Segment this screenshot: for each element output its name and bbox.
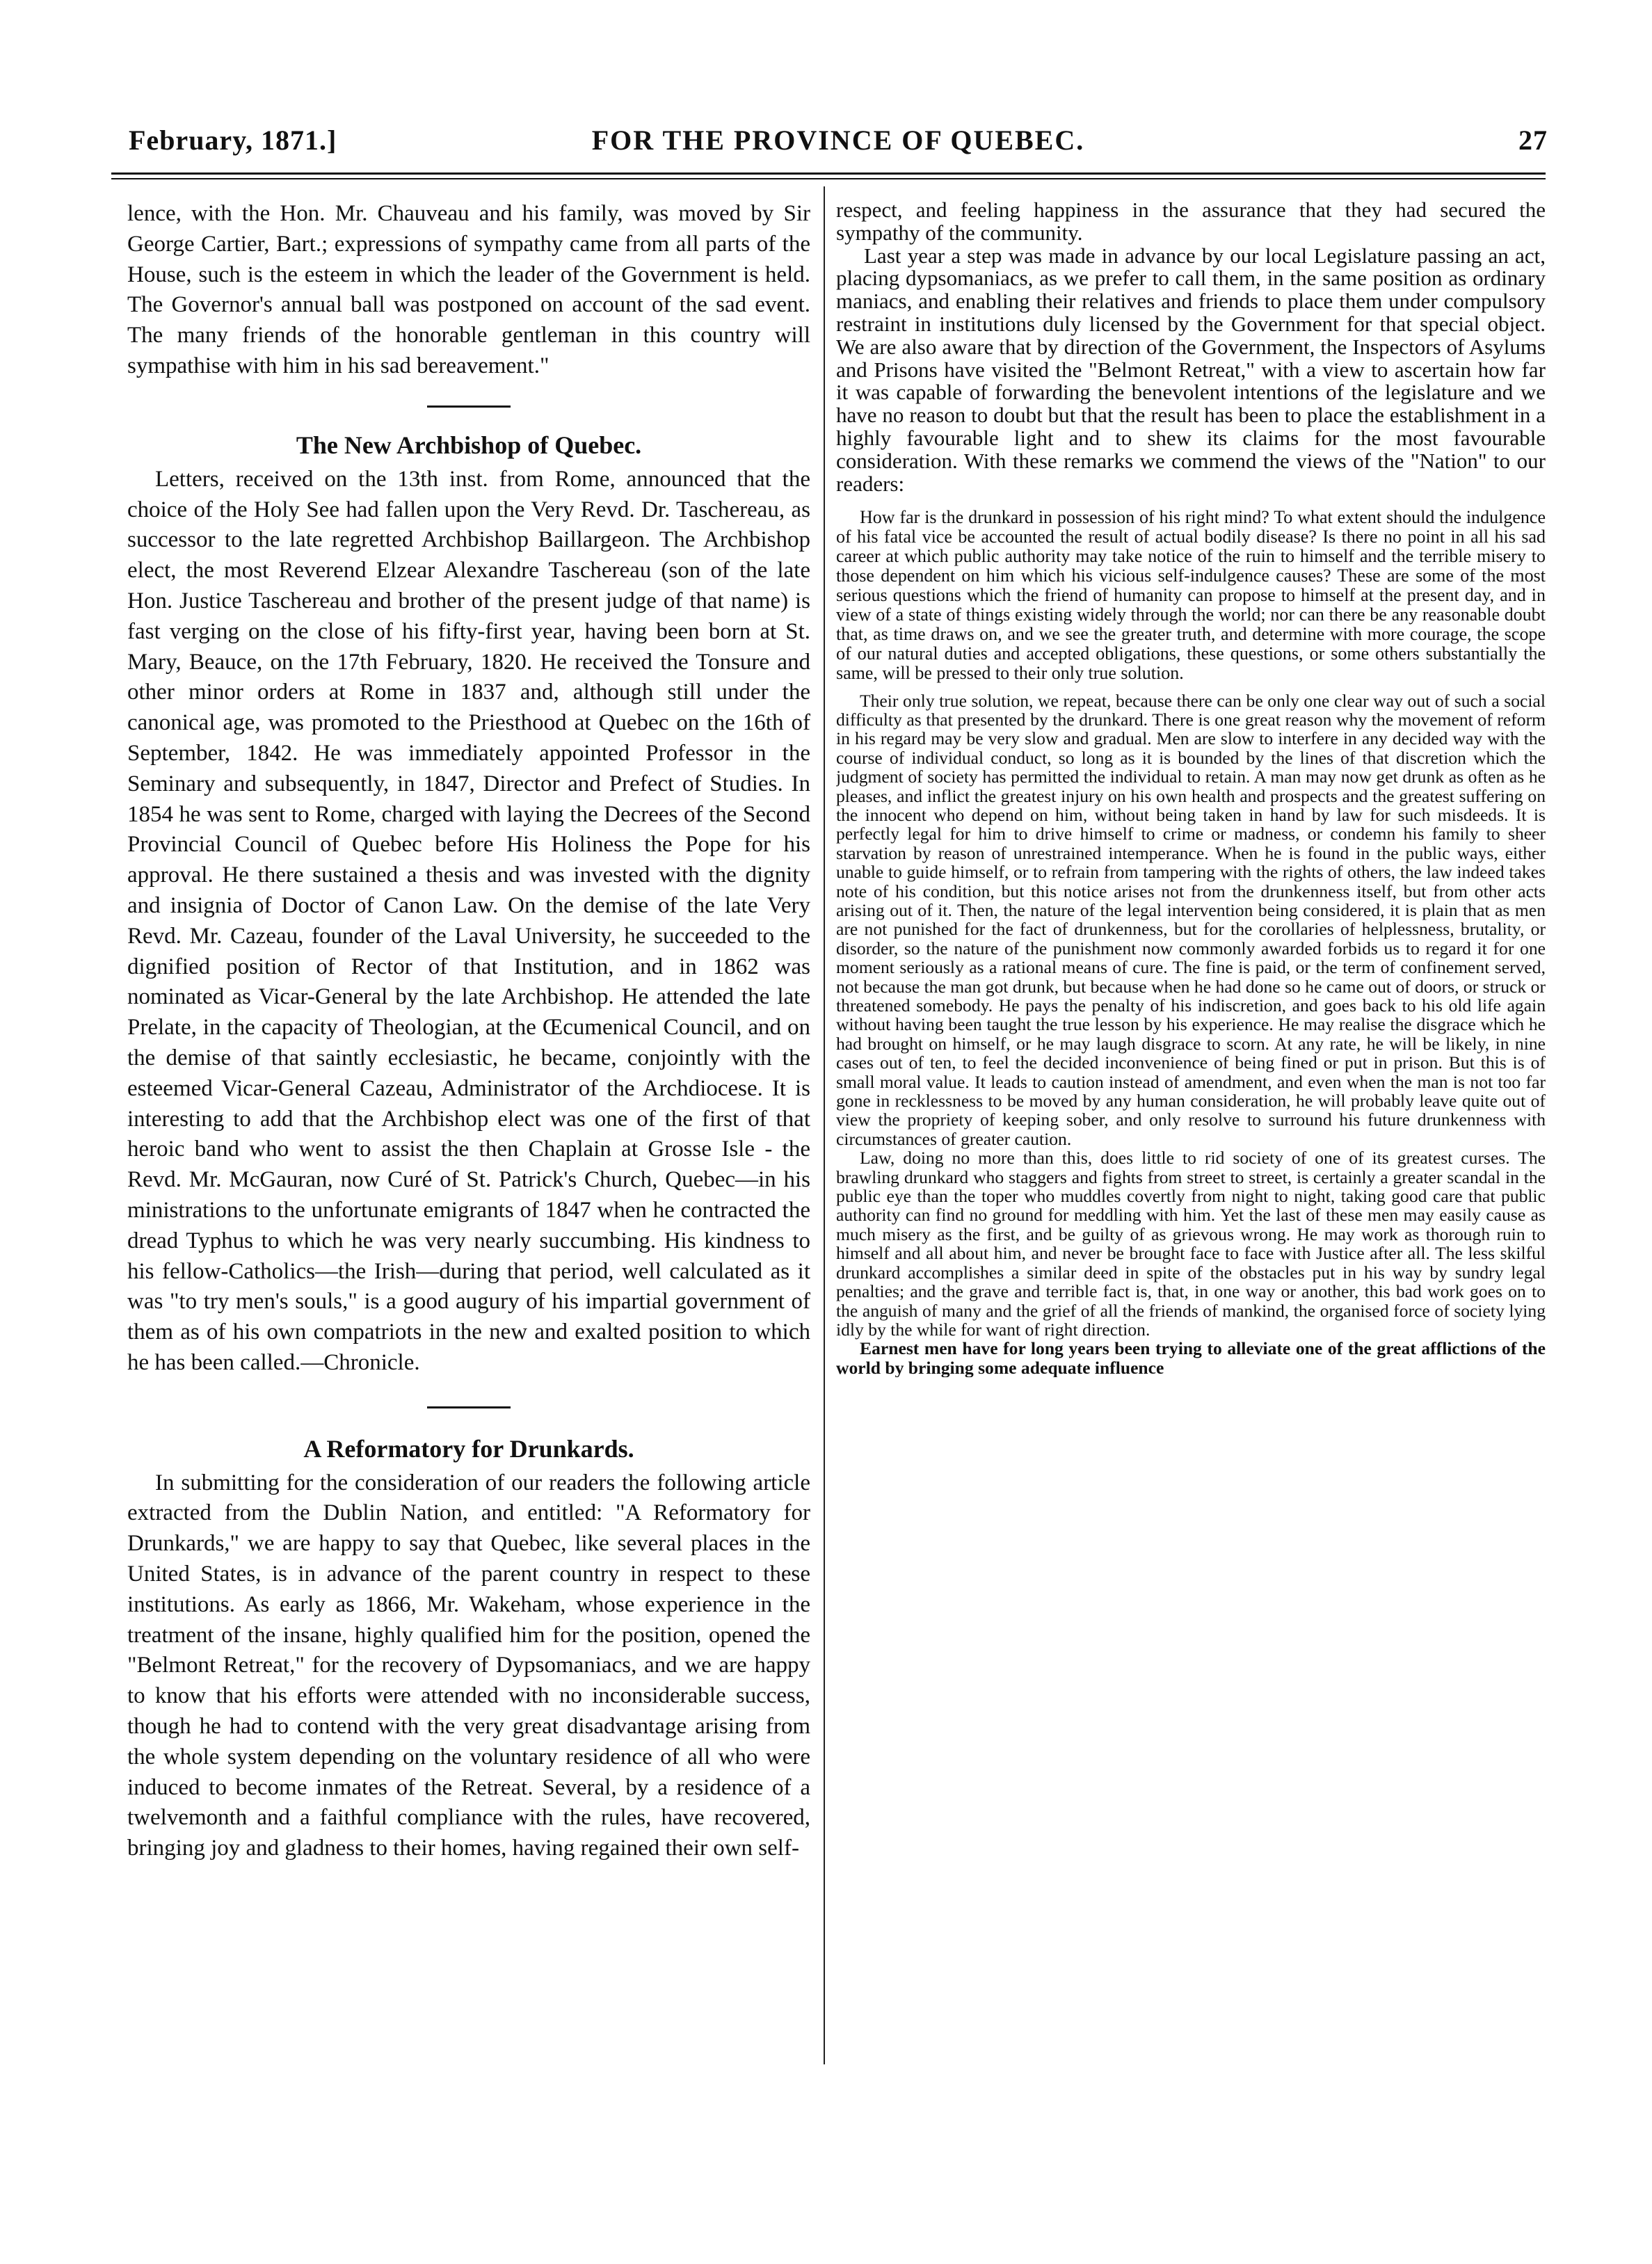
section-rule xyxy=(427,406,511,408)
running-title: FOR THE PROVINCE OF QUEBEC. xyxy=(591,125,1085,156)
header-rule-bottom xyxy=(111,178,1546,179)
page-number: 27 xyxy=(1518,125,1548,156)
article-body-archbishop: Letters, received on the 13th inst. from Rome, announced that the choice of the Holy See had fallen upon the Very Revd. Dr. Taschereau, as successor to the late regretted Archbishop Baillargeon. The Archbishop elect, the most Reverend Elzear Alexandre Taschereau (son of the late Hon. Justice Taschereau and brother of the present judge of that name) is fast verging on the close of his fifty-first year, having been born at St. Mary, Beauce, on the 17th February, 1820. He received the Tonsure and other minor orders at Rome in 1837 and, although still under the canonical age, was promoted to the Priesthood at Quebec on the 16th of September, 1842. He was immediately appointed Professor in the Seminary and subsequently, in 1847, Director and Prefect of Studies. In 1854 he was sent to Rome, charged with laying the Decrees of the Second Provincial Council of Quebec before His Holiness the Pope for his approval. He there sustained a thesis and was invested with the dignity and insignia of Doctor of Canon Law. On the demise of the late Very Revd. Mr. Cazeau, founder of the Laval University, he succeeded to the dignified position of Rector of that Institution, and in 1862 was nominated as Vicar-General by the late Archbishop. He attended the late Prelate, in the capacity of Theologian, at the Œcumenical Council, and on the demise of that saintly ecclesiastic, he became, conjointly with the esteemed Vicar-General Cazeau, Administrator of the Archdiocese. It is interesting to add that the Archbishop elect was one of the first of that heroic band who went to assist the then Chaplain at Grosse Isle - the Revd. Mr. McGauran, now Curé of St. Patrick's Church, Quebec—in his ministrations to the unfortunate emigrants of 1847 when he contracted the dread Typhus to which he was very nearly succumbing. His kindness to his fellow-Catholics—the Irish—during that period, well calculated as it was "to try men's souls," is a good augury of his impartial government of them as of his own compatriots in the new and exalted position to which he has been called.—Chronicle. xyxy=(127,466,810,1375)
right-column xyxy=(836,199,1546,1377)
editorial-paragraph: Last year a step was made in advance by our local Legislature passing an act, placing dypsomaniacs, as we prefer to call them, in the same position as ordinary maniacs, and enabling their relatives and friends to place them under compulsory restraint in institutions duly licensed by the Government for that special object. We are also aware that by direction of the Government, the Inspectors of Asylums and Prisons have visited the "Belmont Retreat," with a view to ascertain how far it was capable of forwarding the benevolent intentions of the legislature and we have no reason to doubt but that the result has been to place the establishment in a highly favourable light and to shew its claims for the most favourable consideration. With these remarks we commend the views of the "Nation" to our readers: xyxy=(836,243,1546,496)
article-heading-archbishop: The New Archbishop of Quebec. xyxy=(296,431,642,459)
section-rule xyxy=(427,1406,511,1408)
quoted-paragraph: How far is the drunkard in possession of his right mind? To what extent should the indulgence of his fatal vice be accounted the result of actual bodily disease? Is there no point in all his sad career at which public authority may take notice of the ruin to himself and the terrible misery to those dependent on him which his vicious self-indulgence causes? These are some of the most serious questions which the friend of humanity can propose to himself at the present day, and in view of a state of things existing widely through the world; nor can there be any reasonable doubt that, as time draws on, and we see the greater truth, and determine with more courage, the scope of our natural duties and accepted obligations, these questions, or some others substantially the same, will be pressed to their only true solution. xyxy=(836,507,1546,683)
issue-date: February, 1871.] xyxy=(129,125,337,156)
left-column xyxy=(127,199,810,1864)
spacer xyxy=(836,683,1546,691)
page-header xyxy=(129,124,1548,166)
article-body-reformatory: In submitting for the consideration of our readers the following article extracted from the Dublin Nation, and entitled: "A Reformatory for Drunkards," we are happy to say that Quebec, like several places in the United States, is in advance of the parent country in respect to these institutions. As early as 1866, Mr. Wakeham, whose experience in the treatment of the insane, highly qualified him for the position, opened the "Belmont Retreat," for the recovery of Dypsomaniacs, and we are happy to know that his efforts were attended with no inconsiderable success, though he had to contend with the very great disadvantage arising from the whole system depending on the voluntary residence of all who were induced to become inmates of the Retreat. Several, by a residence of a twelvemonth and a faithful compliance with the rules, have recovered, bringing joy and gladness to their homes, having regained their own self- xyxy=(127,1470,810,1861)
continued-paragraph: respect, and feeling happiness in the assurance that they had secured the sympathy of the community. xyxy=(836,199,1546,245)
header-rule-top xyxy=(111,172,1546,175)
quoted-paragraph: Law, doing no more than this, does little to rid society of one of its greatest curses. The brawling drunkard who staggers and fights from street to street, is certainly a greater scandal in the public eye than the toper who muddles covertly from night to night, taking good care that public authority can find no ground for meddling with him. Yet the last of these men may easily cause as much misery as the first, and be guilty of as grievous wrong. He may work as thorough ruin to himself and all about him, and never be brought face to face with Justice after all. The less skilful drunkard accomplishes a similar deed in spite of the obstacles put in his way by sundry legal penalties; and the grave and terrible fact is, that, in one way or another, this bad work goes on to the anguish of many and the grief of all the friends of mankind, the organised force of society lying idly by the while for want of right direction. xyxy=(836,1148,1546,1340)
article-heading-reformatory: A Reformatory for Drunkards. xyxy=(303,1434,634,1463)
column-divider xyxy=(824,186,825,2064)
intro-paragraph: lence, with the Hon. Mr. Chauveau and his family, was moved by Sir George Cartier, Bart.; expressions of sympathy came from all parts of the House, such is the esteem in which the leader of the Government is held. The Governor's annual ball was postponed on account of the sad event. The many friends of the honorable gentleman in this country will sympathise with him in his sad bereavement." xyxy=(127,201,810,378)
spacer xyxy=(836,495,1546,508)
quoted-paragraph: Their only true solution, we repeat, because there can be only one clear way out of such a social difficulty as that presented by the drunkard. There is one great reason why the movement of reform in his regard may be very slow and gradual. Men are slow to interfere in any decided way with the course of individual conduct, so long as it is bounded by the lines of that discretion which the judgment of society has permitted the individual to retain. A man may now get drunk as often as he pleases, and inflict the greatest injury on his own health and prospects and the greatest suffering on the innocent who depend on him, without being taken in hand by law for such misdeeds. It is perfectly legal for him to drive himself to crime or madness, or condemn his family to sheer starvation by reason of unrestrained intemperance. When he is found in the public ways, either unable to guide himself, or to refrain from tampering with the rights of others, the law indeed takes note of his condition, but this notice arises not from the drunkenness itself, but from other acts arising out of it. Then, the nature of the legal intervention being considered, it is plain that as men are not punished for the fact of drunkenness, but for the corollaries of helplessness, brutality, or disorder, so the nature of the punishment now commonly awarded forbids us to regard it for one moment seriously as a rational means of cure. The fine is paid, or the term of confinement served, not because the man got drunk, but because when he had done so he came out of doors, or struck or threatened somebody. He pays the penalty of his indiscretion, and goes back to his old life again without having been taught the true lesson by his experience. He may realise the disgrace which he had brought on himself, or he may laugh disgrace to scorn. At any rate, he will be likely, in nine cases out of ten, to feel the decided inconvenience of being fined or put in prison. But this is of small moral value. It leads to caution instead of amendment, and even when the man is not too far gone in recklessness to be moved by any human consideration, he will probably leave quite out of view the propriety of keeping sober, and only resolve to surround his future drunkenness with circumstances of greater caution. xyxy=(836,690,1546,1149)
quoted-paragraph: Earnest men have for long years been trying to alleviate one of the great afflictions of the world by bringing some adequate influence xyxy=(836,1338,1546,1378)
